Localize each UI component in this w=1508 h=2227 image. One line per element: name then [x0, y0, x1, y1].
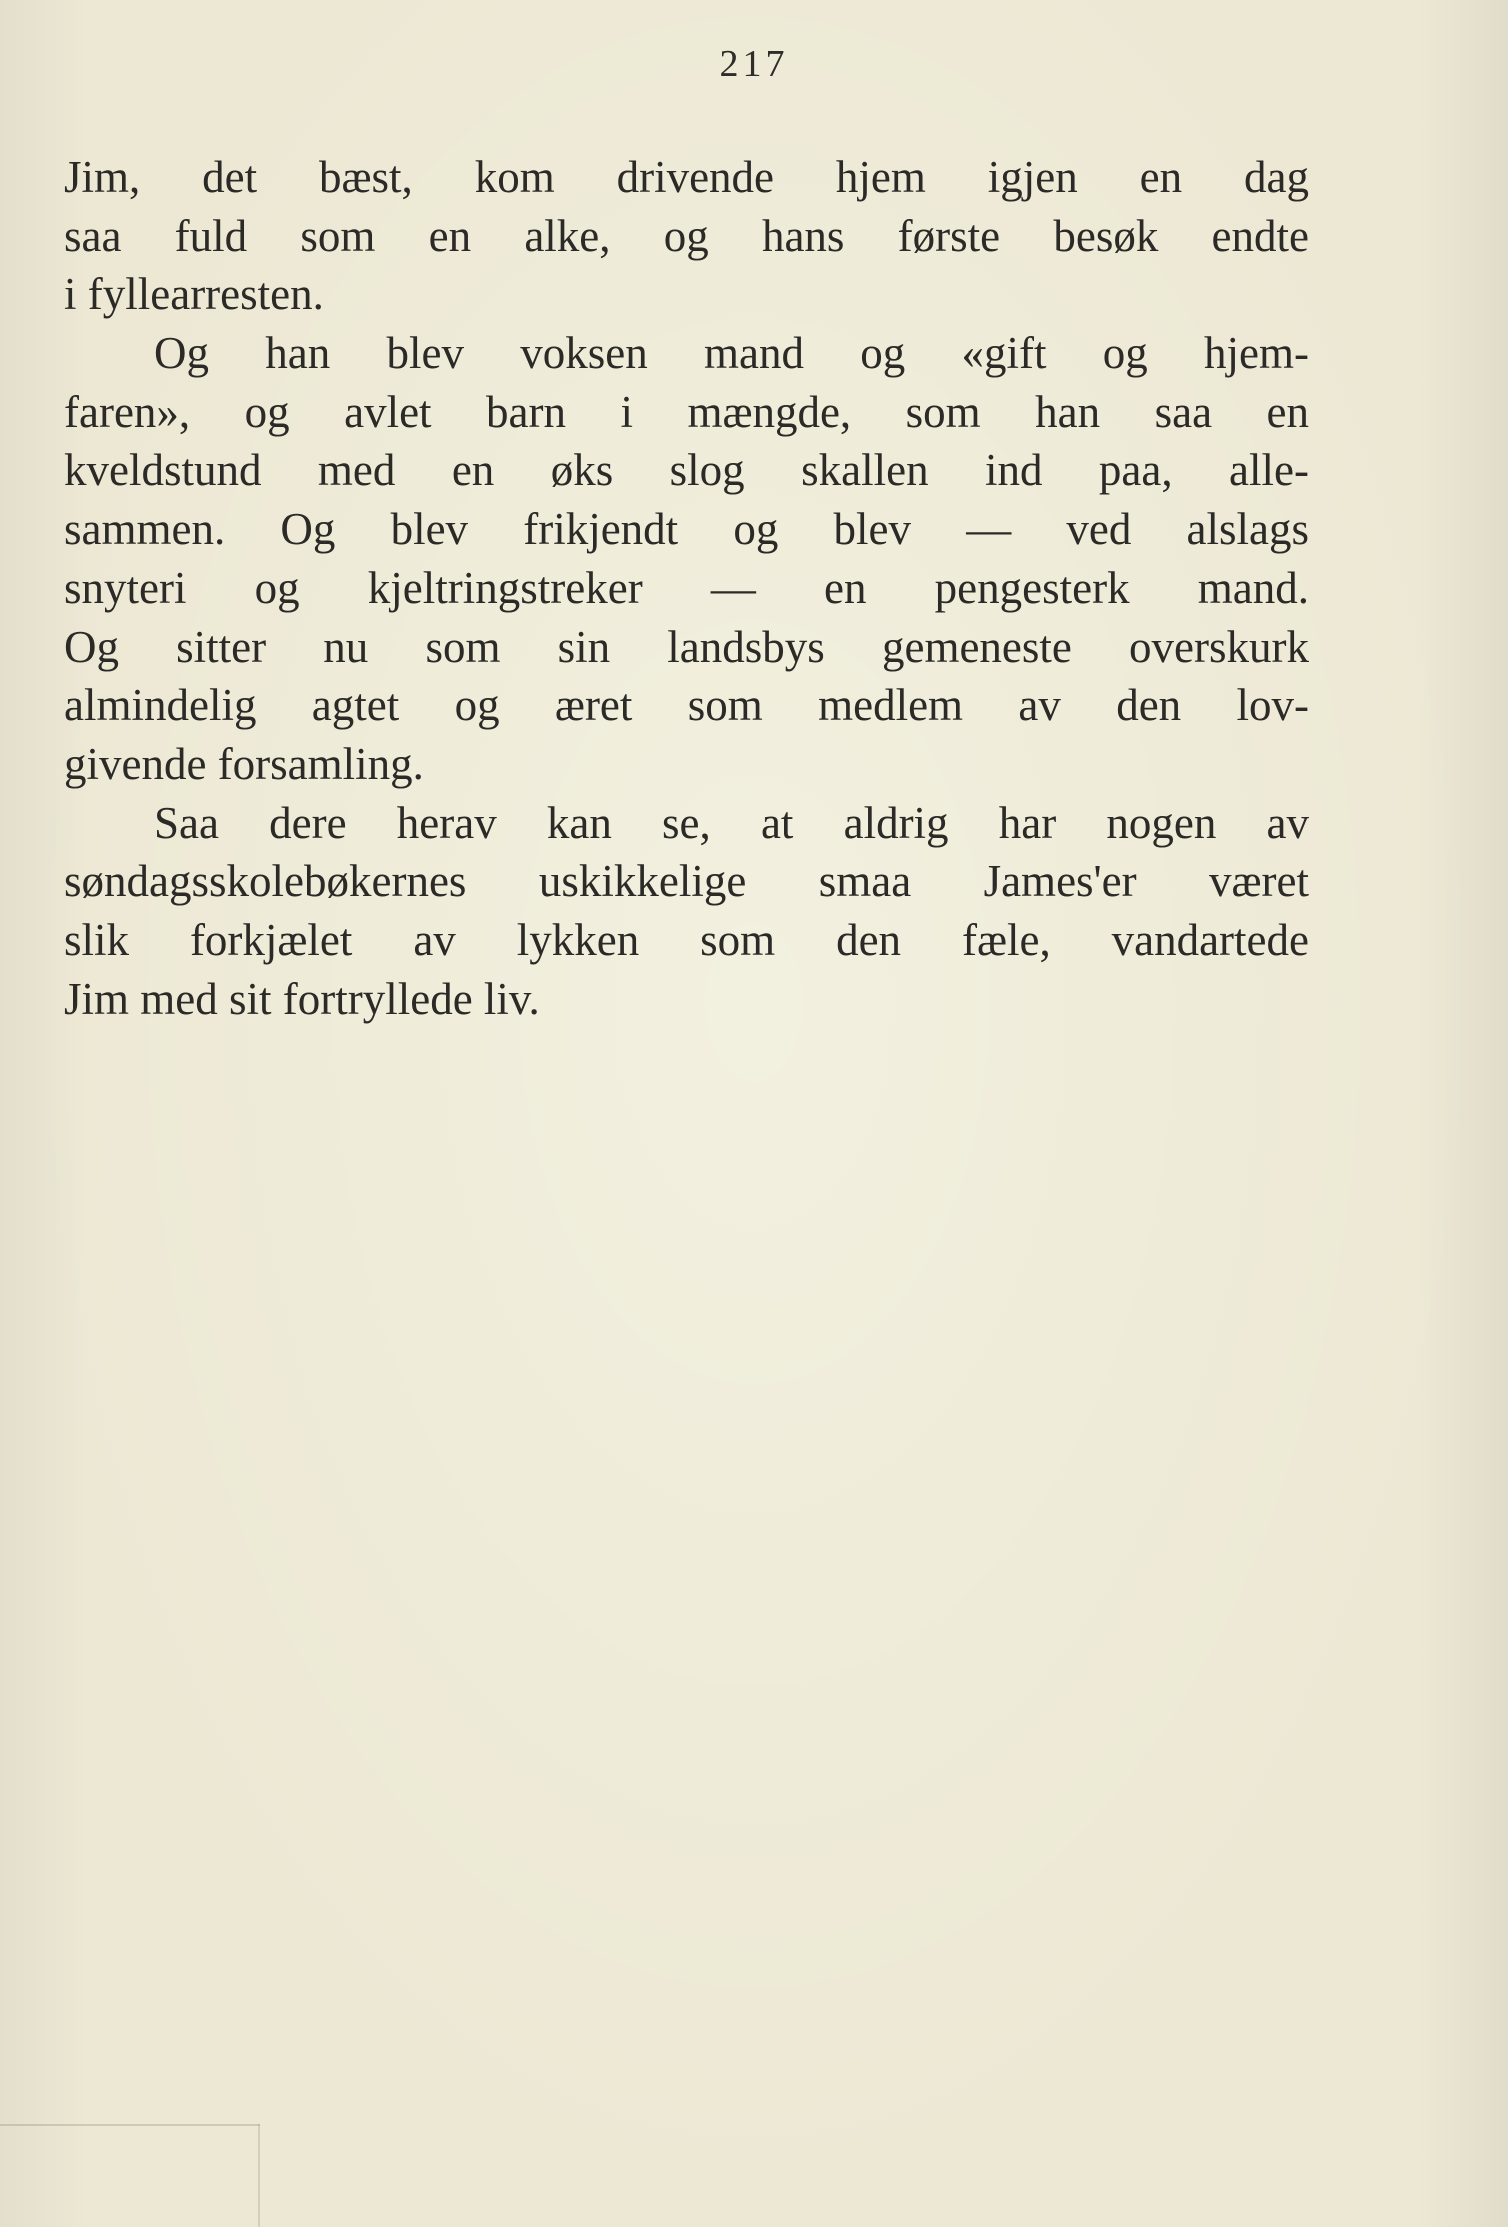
text-line: saa fuld som en alke, og hans første besøk endte	[64, 210, 1309, 261]
page-divider-line	[0, 2124, 260, 2126]
text-line: Og sitter nu som sin landsbys gemeneste overskurk	[64, 621, 1309, 672]
text-line: sammen. Og blev frikjendt og blev — ved alslags	[64, 504, 1309, 555]
page-edge-mark	[258, 2124, 260, 2227]
page-number: 217	[719, 43, 789, 85]
text-line: Jim med sit fortryllede liv.	[64, 973, 540, 1024]
text-line: Saa dere herav kan se, at aldrig har nogen av	[154, 797, 1309, 848]
text-line: Jim, det bæst, kom drivende hjem igjen en dag	[64, 152, 1309, 202]
body-text	[64, 148, 1309, 1028]
text-line: slik forkjælet av lykken som den fæle, vandartede	[64, 914, 1309, 965]
text-line: i fyllearresten.	[64, 269, 324, 320]
text-line: snyteri og kjeltringstreker — en pengesterk mand.	[64, 562, 1309, 613]
text-line: givende forsamling.	[64, 738, 424, 789]
text-line: almindelig agtet og æret som medlem av den lov-	[64, 680, 1309, 731]
text-line: faren», og avlet barn i mængde, som han saa en	[64, 386, 1309, 437]
text-line: kveldstund med en øks slog skallen ind paa, alle-	[64, 445, 1309, 496]
text-line: Og han blev voksen mand og «gift og hjem-	[154, 328, 1309, 379]
text-line: søndagsskolebøkernes uskikkelige smaa James'er været	[64, 856, 1309, 907]
